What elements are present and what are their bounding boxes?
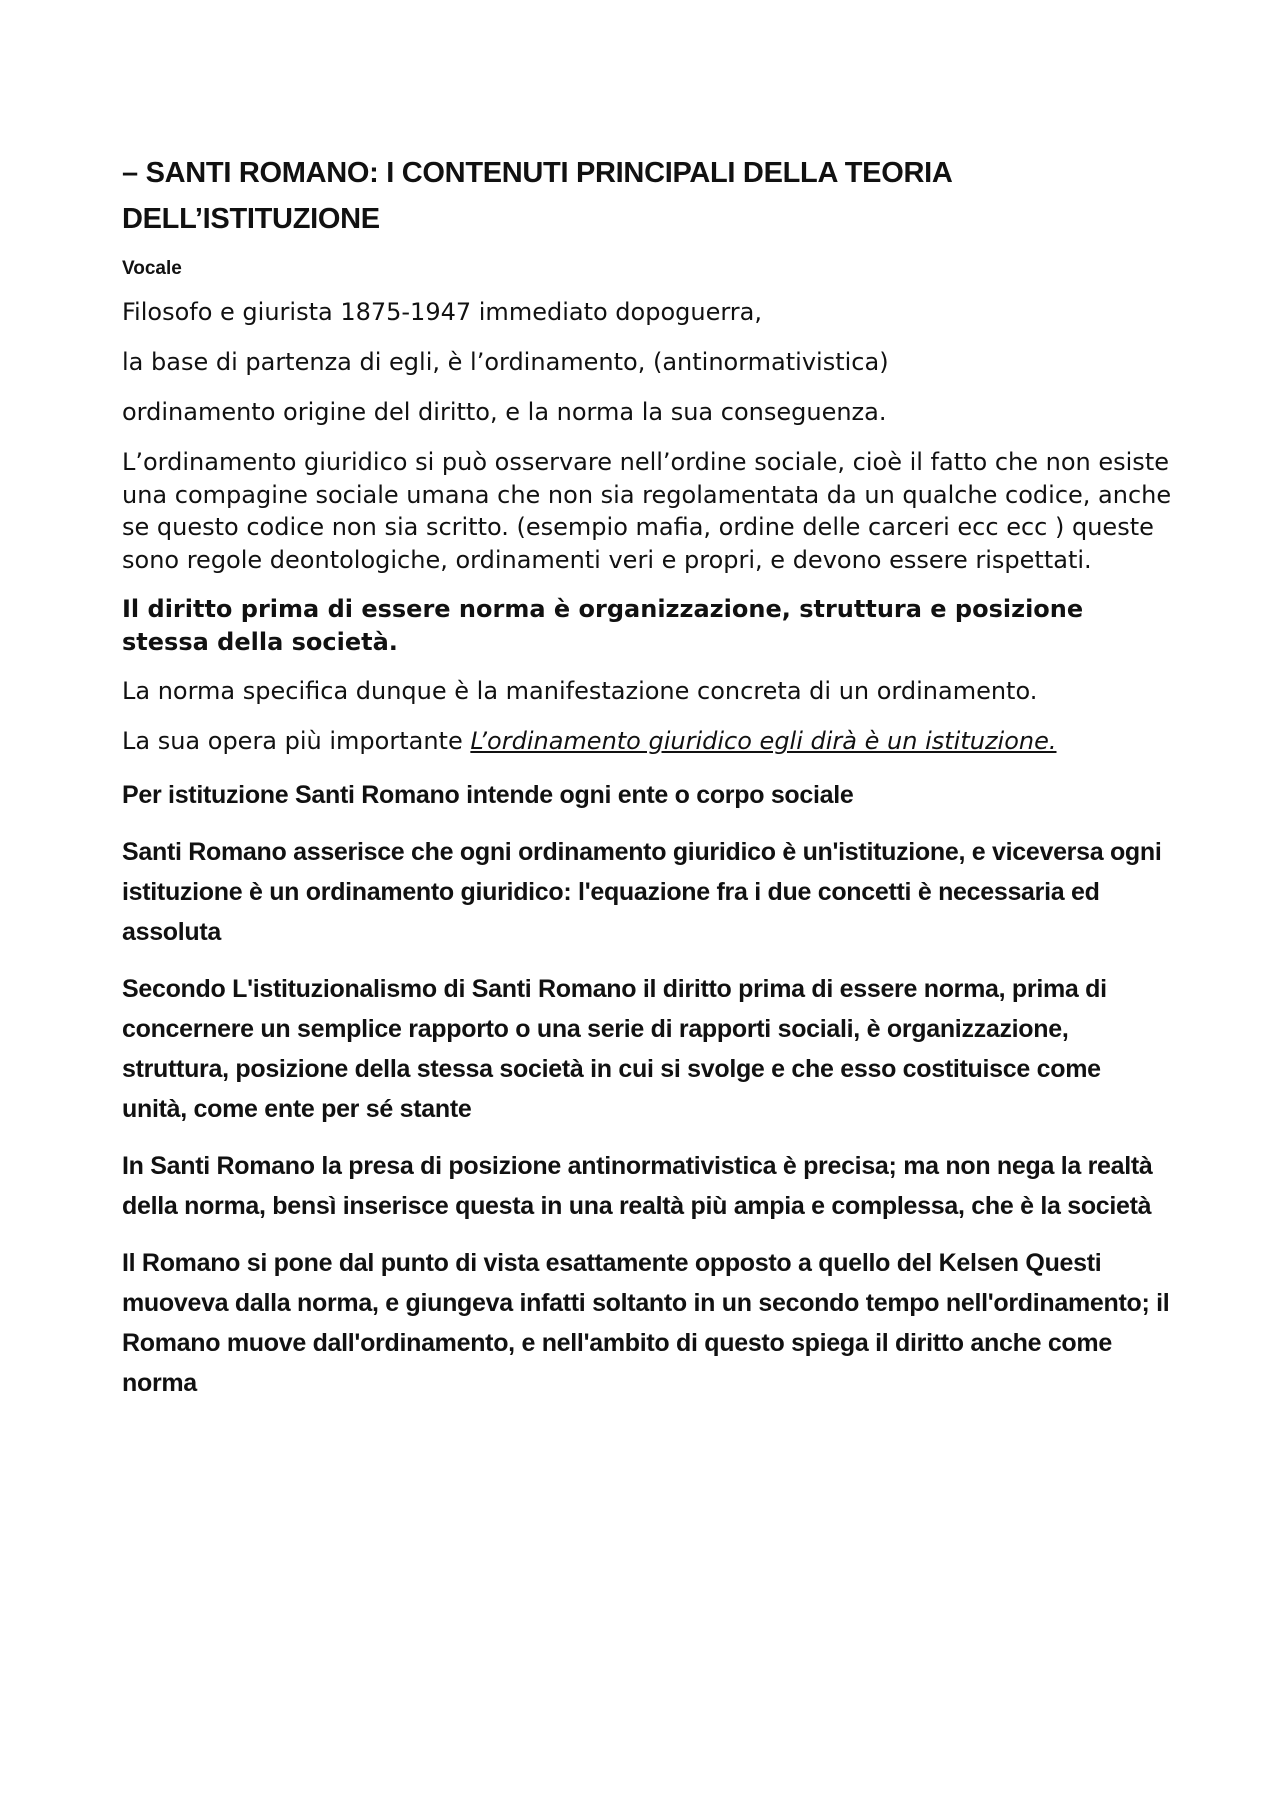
paragraph-origin: ordinamento origine del diritto, e la norma la sua conseguenza.	[122, 398, 887, 426]
document-subtitle: Vocale	[122, 258, 182, 279]
bold-paragraph-institution: Per istituzione Santi Romano intende ogni ente o corpo sociale	[122, 781, 854, 809]
bold-paragraph-institutionalism: Secondo L'istituzionalismo di Santi Romano il diritto prima di essere norma, prima di concernere un semplice rapporto o una serie di rapporti sociali, è organizzazione, struttura, posizione della stessa società in cui si svolge e che esso costituisce come unità, come ente per sé stante	[122, 975, 1107, 1123]
paragraph-starting-point: la base di partenza di egli, è l’ordinamento, (antinormativistica)	[122, 348, 889, 376]
paragraph-social-order: L’ordinamento giuridico si può osservare nell’ordine sociale, cioè il fatto che non esiste una compagine sociale umana che non sia regolamentata da un qualche codice, anche se questo codice non sia scritto. (esempio mafia, ordine delle carceri ecc ecc ) queste sono regole deontologiche, ordinamenti veri e propri, e devono essere rispettati.	[122, 448, 1172, 574]
paragraph-specific-norm: La norma specifica dunque è la manifestazione concreta di un ordinamento.	[122, 677, 1038, 705]
document-page	[122, 150, 1172, 1420]
bold-paragraph-kelsen: Il Romano si pone dal punto di vista esattamente opposto a quello del Kelsen Questi muoveva dalla norma, e giungeva infatti soltanto in un secondo tempo nell'ordinamento; il Romano muove dall'ordinamento, e nell'ambito di questo spiega il diritto anche come norma	[122, 1249, 1170, 1397]
main-work-title: L’ordinamento giuridico egli dirà è un istituzione.	[470, 727, 1057, 755]
document-title: – SANTI ROMANO: I CONTENUTI PRINCIPALI DELLA TEORIA DELL’ISTITUZIONE	[122, 157, 952, 235]
main-work-prefix: La sua opera più importante	[122, 727, 471, 755]
paragraph-main-work	[122, 725, 1172, 758]
bold-paragraph-antinormativism: In Santi Romano la presa di posizione antinormativistica è precisa; ma non nega la realtà della norma, bensì inserisce questa in una realtà più ampia e complessa, che è la società	[122, 1152, 1153, 1220]
bold-paragraph-equation: Santi Romano asserisce che ogni ordinamento giuridico è un'istituzione, e viceversa ogni istituzione è un ordinamento giuridico: l'equazione fra i due concetti è necessaria ed assoluta	[122, 838, 1162, 946]
paragraph-intro: Filosofo e giurista 1875-1947 immediato dopoguerra,	[122, 298, 762, 326]
paragraph-key-statement: Il diritto prima di essere norma è organizzazione, struttura e posizione stessa della società.	[122, 595, 1084, 656]
